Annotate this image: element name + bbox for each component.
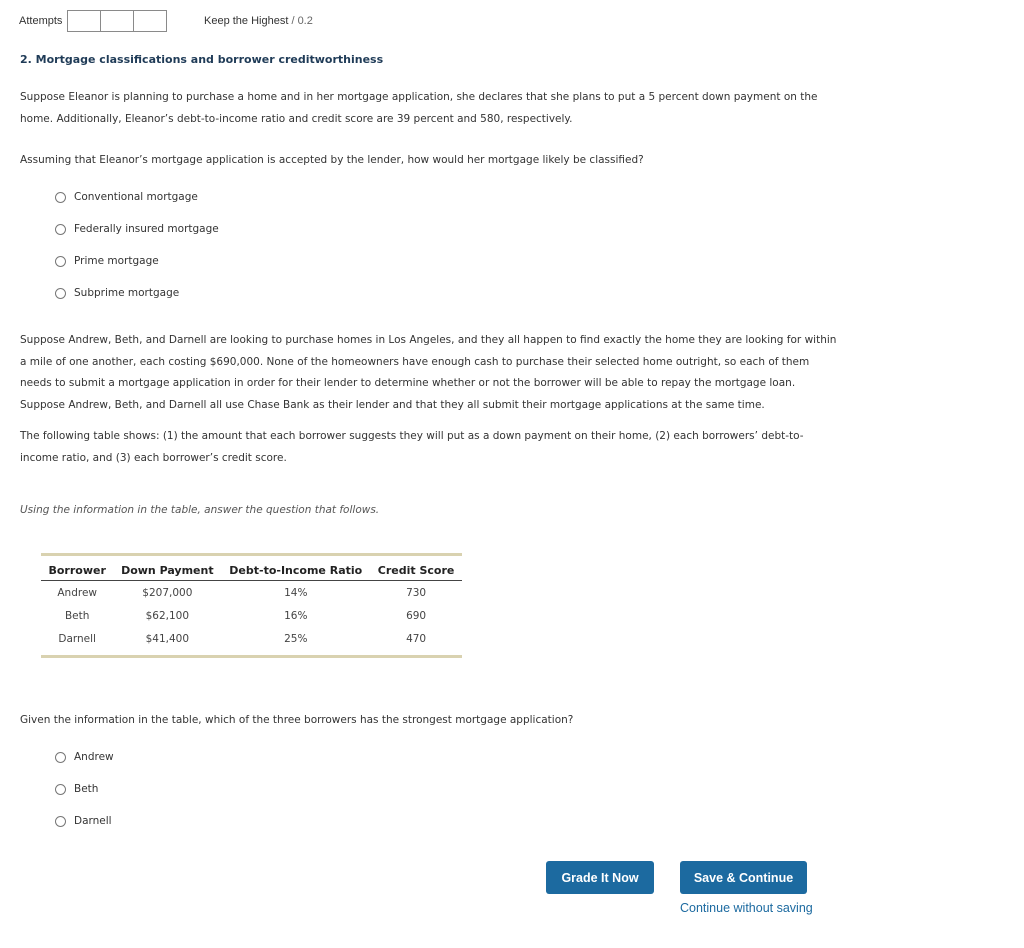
cell-down-payment: $207,000 [142,586,193,599]
grading-label: Keep the Highest [204,15,289,27]
radio-button[interactable] [55,192,66,203]
radio-button[interactable] [55,256,66,267]
attempt-box [133,10,167,32]
grading-policy [204,15,313,27]
radio-button[interactable] [55,816,66,827]
radio-button[interactable] [55,752,66,763]
cell-down-payment: $62,100 [145,609,190,622]
table-row [41,581,462,605]
option-prime-mortgage[interactable] [55,255,159,267]
max-score: / 0.2 [291,15,313,27]
radio-button[interactable] [55,288,66,299]
column-header-down-payment: Down Payment [113,556,221,581]
column-header-dti: Debt-to-Income Ratio [221,556,370,581]
option-label: Subprime mortgage [74,287,180,299]
borrower-table [41,553,462,658]
table-instruction: Using the information in the table, answer the question that follows. [20,504,380,516]
option-darnell[interactable] [55,815,112,827]
cell-credit-score: 690 [406,609,427,622]
option-label: Conventional mortgage [74,191,198,203]
column-header-borrower: Borrower [41,556,113,581]
attempt-boxes [67,10,167,32]
cell-credit-score: 470 [406,632,427,645]
radio-button[interactable] [55,224,66,235]
radio-button[interactable] [55,784,66,795]
option-andrew[interactable] [55,751,114,763]
table-description: The following table shows: (1) the amount that each borrower suggests they will put as a down payment on their home, (2) each borrowers’ debt-to-income ratio, and (3) each borrower’s credit score. [20,430,804,464]
borrowers-intro: Suppose Andrew, Beth, and Darnell are looking to purchase homes in Los Angeles, and they all happen to find exactly the home they are looking for within a mile of one another, each costing $690,000. None of the homeowners have enough cash to purchase their selected home outright, so each of them needs to submit a mortgage application in order for their lender to determine whether or not the borrower will be able to repay the mortgage loan. Suppose Andrew, Beth, and Darnell all use Chase Bank as their lender and that they all submit their mortgage applications at the same time. [20,334,837,411]
column-header-credit-score: Credit Score [370,556,462,581]
save-and-continue-button[interactable]: Save & Continue [680,861,807,894]
table-header-row [41,556,462,581]
cell-down-payment: $41,400 [145,632,190,645]
grade-it-now-button[interactable]: Grade It Now [546,861,654,894]
option-conventional-mortgage[interactable] [55,191,198,203]
cell-borrower: Andrew [57,586,97,599]
question-prompt: Assuming that Eleanor’s mortgage application is accepted by the lender, how would her mortgage likely be classified? [20,154,644,166]
scenario-text: Suppose Eleanor is planning to purchase a home and in her mortgage application, she declares that she plans to put a 5 percent down payment on the home. Additionally, Eleanor’s debt-to-income ratio and credit score are 39 percent and 580, respectively. [20,91,818,125]
cell-dti: 14% [284,586,308,599]
cell-credit-score: 730 [406,586,427,599]
option-label: Federally insured mortgage [74,223,219,235]
attempt-box [100,10,134,32]
cell-dti: 16% [284,609,308,622]
continue-without-saving-link[interactable]: Continue without saving [680,901,813,915]
option-beth[interactable] [55,783,98,795]
option-label: Andrew [74,751,114,763]
option-label: Prime mortgage [74,255,159,267]
cell-borrower: Darnell [58,632,96,645]
attempts-label: Attempts [19,15,63,27]
table-bottom-rule [41,655,462,658]
option-subprime-mortgage[interactable] [55,287,179,299]
table-row [41,627,462,655]
option-label: Beth [74,783,99,795]
option-label: Darnell [74,815,112,827]
attempt-box [67,10,101,32]
cell-dti: 25% [284,632,308,645]
question-title: 2. Mortgage classifications and borrower creditworthiness [20,53,384,66]
option-federally-insured-mortgage[interactable] [55,223,219,235]
table-row [41,604,462,627]
borrower-question-prompt: Given the information in the table, which of the three borrowers has the strongest mortgage application? [20,714,574,726]
cell-borrower: Beth [64,609,90,622]
